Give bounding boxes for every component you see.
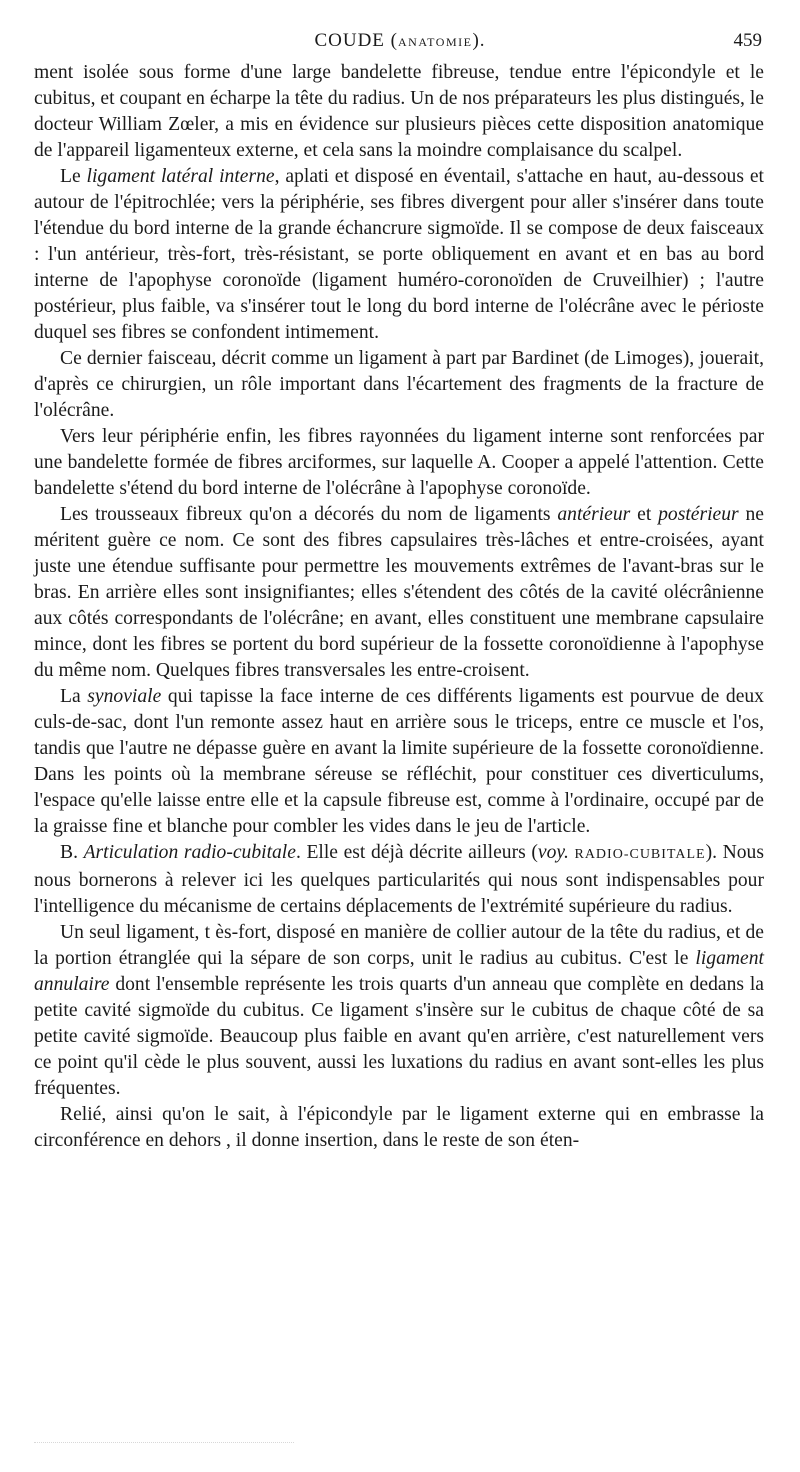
- paragraph: [34, 60, 764, 164]
- text-run: ment isolée sous forme d'une large bandelette fibreuse, tendue entre l'épicondyle et le cubitus, et coupant en écharpe la tête du radius. Un de nos préparateurs les plus distingués, le docteur William Zœler, a mis en évidence sur plusieurs pièces cette disposition anatomique de l'appareil ligamenteux externe, et cela sans la moindre complaisance du scalpel.: [34, 62, 764, 161]
- text-run: dont l'ensemble représente les trois quarts d'un anneau que complète en dedans la petite cavité sigmoïde du cubitus. Ce ligament s'insère sur le cubitus de chaque côté de sa petite cavité sigmoïde. Beaucoup plus faible en avant qu'en arrière, c'est naturellement vers ce point qu'il cède le plus souvent, aussi les luxations du radius en avant sont-elles les plus fréquentes.: [34, 974, 764, 1099]
- text-run: Un seul ligament, t ès-fort, disposé en manière de collier autour de la tête du radius, et de la portion étranglée qui la sépare de son corps, unit le radius au cubitus. C'est le: [34, 922, 764, 969]
- paragraph: [34, 164, 764, 346]
- paragraph: [34, 684, 764, 840]
- text-run: La: [60, 686, 88, 707]
- paragraph: [34, 424, 764, 502]
- running-title-close: ).: [472, 30, 486, 51]
- italic-term: synoviale: [87, 686, 162, 707]
- running-title-subject: ANATOMIE: [398, 35, 473, 49]
- paragraph: [34, 502, 764, 684]
- page-header: [34, 30, 766, 56]
- text-run: ne méritent guère ce nom. Ce sont des fibres capsulaires très-lâches et entre-croisées, ayant juste une étendue suffisante pour permettre les mouvements extrêmes de l'avant-bras sur le bras. En arrière elles sont insignifiantes; elles s'étendent des côtés de la cavité olécrânienne aux côtés correspondants de l'olécrâne; en avant, elles constituent une membrane capsulaire mince, dont les fibres se portent du bord supérieur de la fossette coronoïdienne à l'apophyse du même nom. Quelques fibres transversales les entre-croisent.: [34, 504, 764, 681]
- italic-term: Articulation radio-cubitale: [83, 842, 296, 863]
- italic-term: ligament latéral interne: [86, 166, 275, 187]
- text-run: Relié, ainsi qu'on le sait, à l'épicondyle par le ligament externe qui en embrasse la circonférence en dehors , il donne insertion, dans le reste de son éten-: [34, 1104, 764, 1151]
- italic-term: antérieur: [557, 504, 631, 525]
- text-run: Ce dernier faisceau, décrit comme un ligament à part par Bardinet (de Limoges), jouerait, d'après ce chirurgien, un rôle important dans l'écartement des fragments de la fracture de l'olécrâne.: [34, 348, 764, 421]
- small-caps-reference: RADIO-CUBITALE: [574, 847, 706, 862]
- italic-term: postérieur: [658, 504, 739, 525]
- italic-term: ligament annulaire: [34, 948, 764, 995]
- text-run: Vers leur périphérie enfin, les fibres rayonnées du ligament interne sont renforcées par une bandelette formée de fibres arciformes, sur laquelle A. Cooper a appelé l'attention. Cette bandelette s'étend du bord interne de l'olécrâne à l'apophyse coronoïde.: [34, 426, 764, 499]
- text-run: B.: [60, 842, 84, 863]
- paragraph: [34, 920, 764, 1102]
- text-run: ). Nous nous bornerons à relever ici les quelques particularités qui nous sont indispensables pour l'intelligence du mécanisme de certains déplacements de l'extrémité supérieure du radius.: [34, 842, 764, 917]
- page-edge-specks: [34, 1430, 294, 1443]
- body-text: [34, 60, 764, 1154]
- text-run: , aplati et disposé en éventail, s'attache en haut, au-dessous et autour de l'épitrochlée; vers la périphérie, ses fibres divergent pour aller s'insérer dans toute l'étendue du bord interne de la grande échancrure sigmoïde. Il se compose de deux faisceaux : l'un antérieur, très-fort, très-résistant, se porte obliquement en avant et en bas au bord interne de l'apophyse coronoïde (ligament huméro-coronoïden de Cruveilhier) ; l'autre postérieur, plus faible, va s'insérer tout le long du bord interne de l'olécrâne avec le périoste duquel ses fibres se confondent intimement.: [34, 166, 764, 343]
- paragraph: [34, 346, 764, 424]
- text-run: . Elle est déjà décrite ailleurs (: [295, 842, 538, 863]
- text-run: Le: [60, 166, 87, 187]
- paragraph: [34, 1102, 764, 1154]
- text-run: et: [630, 504, 659, 525]
- text-run: qui tapisse la face interne de ces différents ligaments est pourvue de deux culs-de-sac, dont l'un remonte assez haut en arrière sous le triceps, entre ce muscle et l'os, tandis que l'autre ne dépasse guère en avant la limite supérieure de la fossette coronoïdienne. Dans les points où la membrane séreuse se réfléchit, pour constituer ces diverticulums, l'espace qu'elle laisse entre elle et la capsule fibreuse est, comme à l'ordinaire, occupé par de la graisse fine et blanche pour combler les vides dans le jeu de l'article.: [34, 686, 764, 837]
- text-run: Les trousseaux fibreux qu'on a décorés du nom de ligaments: [60, 504, 558, 525]
- running-title: [34, 30, 766, 52]
- running-title-main: COUDE (: [314, 30, 398, 51]
- paragraph: [34, 840, 764, 920]
- page-number: 459: [733, 30, 762, 51]
- italic-term: voy.: [537, 842, 569, 863]
